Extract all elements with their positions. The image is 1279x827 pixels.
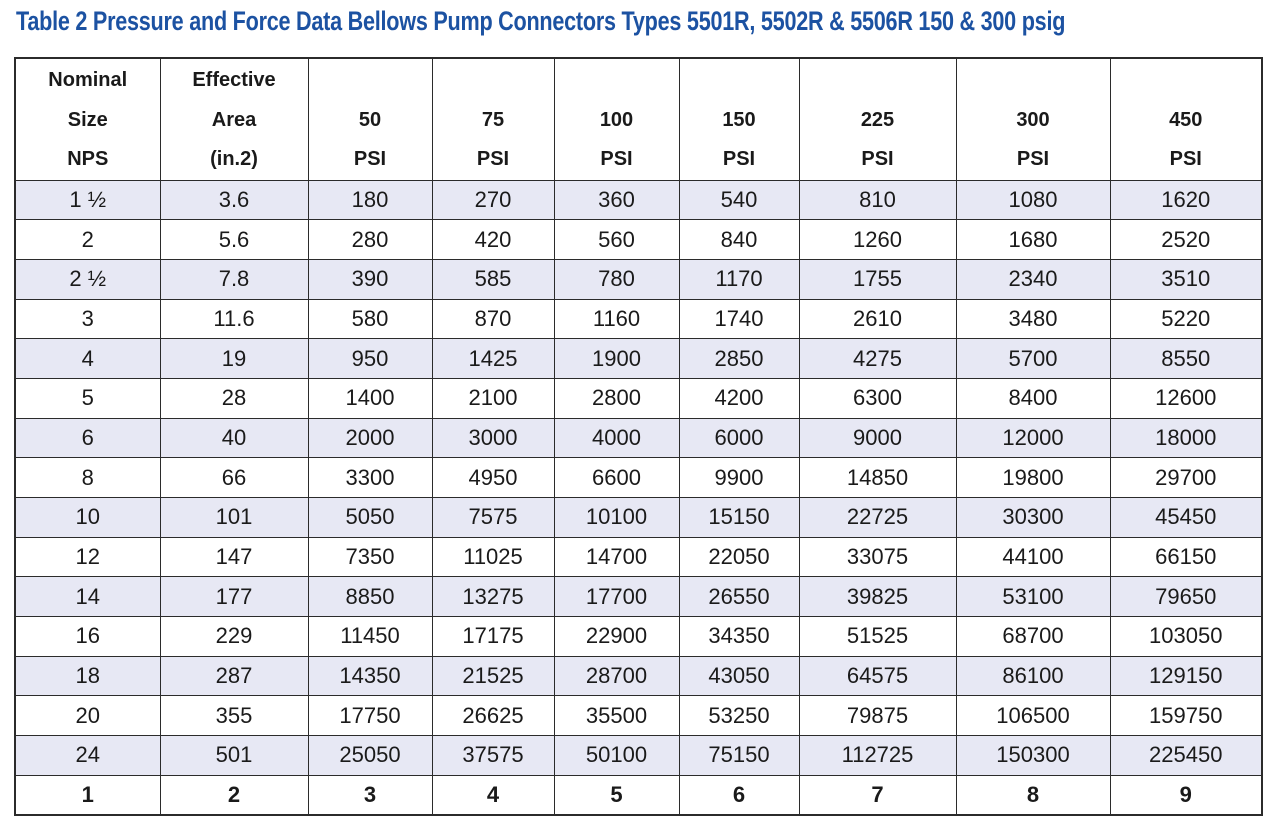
cell-75psi: 26625 xyxy=(432,696,554,736)
cell-50psi: 950 xyxy=(308,339,432,379)
cell-225psi: 64575 xyxy=(799,656,956,696)
cell-area: 28 xyxy=(160,378,308,418)
cell-size: 8 xyxy=(15,458,160,498)
cell-450psi: 66150 xyxy=(1110,537,1262,577)
cell-75psi: 17175 xyxy=(432,617,554,657)
header-line xyxy=(1111,61,1262,101)
cell-450psi: 29700 xyxy=(1110,458,1262,498)
cell-size: 4 xyxy=(15,339,160,379)
cell-150psi: 26550 xyxy=(679,577,799,617)
header-line xyxy=(309,61,432,101)
header-line: 75 xyxy=(481,108,505,131)
column-number: 2 xyxy=(160,775,308,815)
table-row xyxy=(15,458,1262,498)
cell-225psi: 4275 xyxy=(799,339,956,379)
cell-area: 101 xyxy=(160,498,308,538)
cell-225psi: 22725 xyxy=(799,498,956,538)
cell-size: 2 xyxy=(15,220,160,260)
cell-50psi: 25050 xyxy=(308,736,432,776)
column-number: 3 xyxy=(308,775,432,815)
cell-450psi: 3510 xyxy=(1110,259,1262,299)
cell-50psi: 390 xyxy=(308,259,432,299)
table-row xyxy=(15,617,1262,657)
column-number-row xyxy=(15,775,1262,815)
cell-size: 6 xyxy=(15,418,160,458)
header-line xyxy=(800,61,956,101)
cell-450psi: 18000 xyxy=(1110,418,1262,458)
cell-150psi: 34350 xyxy=(679,617,799,657)
cell-area: 287 xyxy=(160,656,308,696)
cell-area: 19 xyxy=(160,339,308,379)
cell-50psi: 8850 xyxy=(308,577,432,617)
cell-50psi: 11450 xyxy=(308,617,432,657)
cell-300psi: 2340 xyxy=(956,259,1110,299)
cell-300psi: 53100 xyxy=(956,577,1110,617)
cell-size: 2 ½ xyxy=(15,259,160,299)
cell-area: 66 xyxy=(160,458,308,498)
cell-75psi: 37575 xyxy=(432,736,554,776)
cell-450psi: 8550 xyxy=(1110,339,1262,379)
header-line: 50 xyxy=(358,108,382,131)
column-number: 4 xyxy=(432,775,554,815)
cell-size: 5 xyxy=(15,378,160,418)
table-row xyxy=(15,299,1262,339)
cell-450psi: 2520 xyxy=(1110,220,1262,260)
cell-75psi: 4950 xyxy=(432,458,554,498)
column-number: 7 xyxy=(799,775,956,815)
table-row xyxy=(15,378,1262,418)
cell-50psi: 1400 xyxy=(308,378,432,418)
col-header-100psi xyxy=(554,58,679,180)
cell-450psi: 45450 xyxy=(1110,498,1262,538)
cell-area: 3.6 xyxy=(160,180,308,220)
cell-size: 14 xyxy=(15,577,160,617)
cell-450psi: 12600 xyxy=(1110,378,1262,418)
cell-100psi: 6600 xyxy=(554,458,679,498)
header-line: PSI xyxy=(1016,148,1050,170)
table-row xyxy=(15,498,1262,538)
cell-100psi: 50100 xyxy=(554,736,679,776)
header-line xyxy=(555,61,679,101)
column-number: 9 xyxy=(1110,775,1262,815)
cell-100psi: 360 xyxy=(554,180,679,220)
column-number: 8 xyxy=(956,775,1110,815)
cell-225psi: 14850 xyxy=(799,458,956,498)
pressure-force-table xyxy=(14,57,1263,816)
header-line: 300 xyxy=(1016,108,1050,131)
cell-150psi: 15150 xyxy=(679,498,799,538)
table-row xyxy=(15,537,1262,577)
cell-area: 355 xyxy=(160,696,308,736)
cell-450psi: 1620 xyxy=(1110,180,1262,220)
col-header-75psi xyxy=(432,58,554,180)
cell-150psi: 1740 xyxy=(679,299,799,339)
cell-225psi: 2610 xyxy=(799,299,956,339)
cell-225psi: 33075 xyxy=(799,537,956,577)
cell-225psi: 39825 xyxy=(799,577,956,617)
cell-300psi: 68700 xyxy=(956,617,1110,657)
cell-225psi: 51525 xyxy=(799,617,956,657)
table-row xyxy=(15,180,1262,220)
cell-150psi: 22050 xyxy=(679,537,799,577)
header-line: PSI xyxy=(600,148,633,170)
cell-150psi: 6000 xyxy=(679,418,799,458)
header-line: PSI xyxy=(861,148,894,170)
cell-225psi: 1755 xyxy=(799,259,956,299)
cell-450psi: 129150 xyxy=(1110,656,1262,696)
header-line xyxy=(433,61,554,101)
table-row xyxy=(15,577,1262,617)
header-line: Effective xyxy=(192,69,276,91)
cell-225psi: 9000 xyxy=(799,418,956,458)
cell-75psi: 870 xyxy=(432,299,554,339)
cell-100psi: 28700 xyxy=(554,656,679,696)
cell-300psi: 106500 xyxy=(956,696,1110,736)
col-header-300psi xyxy=(956,58,1110,180)
cell-300psi: 1680 xyxy=(956,220,1110,260)
cell-100psi: 780 xyxy=(554,259,679,299)
header-line: Nominal xyxy=(48,69,128,91)
header-line: 225 xyxy=(860,108,895,131)
cell-100psi: 10100 xyxy=(554,498,679,538)
cell-150psi: 75150 xyxy=(679,736,799,776)
cell-area: 11.6 xyxy=(160,299,308,339)
cell-50psi: 280 xyxy=(308,220,432,260)
cell-150psi: 53250 xyxy=(679,696,799,736)
header-line: 450 xyxy=(1169,108,1203,131)
cell-225psi: 1260 xyxy=(799,220,956,260)
header-line: Area xyxy=(211,108,257,131)
cell-300psi: 12000 xyxy=(956,418,1110,458)
header-line: PSI xyxy=(476,148,510,170)
cell-450psi: 5220 xyxy=(1110,299,1262,339)
cell-150psi: 840 xyxy=(679,220,799,260)
cell-300psi: 3480 xyxy=(956,299,1110,339)
header-line: 150 xyxy=(722,108,756,131)
cell-50psi: 2000 xyxy=(308,418,432,458)
cell-300psi: 150300 xyxy=(956,736,1110,776)
cell-size: 24 xyxy=(15,736,160,776)
header-line: PSI xyxy=(1169,148,1202,170)
cell-450psi: 225450 xyxy=(1110,736,1262,776)
header-line: PSI xyxy=(722,148,756,170)
table-row xyxy=(15,736,1262,776)
header-line xyxy=(680,61,799,101)
cell-size: 3 xyxy=(15,299,160,339)
cell-50psi: 5050 xyxy=(308,498,432,538)
col-header-size xyxy=(15,58,160,180)
cell-300psi: 30300 xyxy=(956,498,1110,538)
cell-150psi: 43050 xyxy=(679,656,799,696)
cell-75psi: 7575 xyxy=(432,498,554,538)
cell-150psi: 1170 xyxy=(679,259,799,299)
cell-50psi: 7350 xyxy=(308,537,432,577)
cell-100psi: 1900 xyxy=(554,339,679,379)
cell-100psi: 560 xyxy=(554,220,679,260)
cell-50psi: 580 xyxy=(308,299,432,339)
cell-300psi: 19800 xyxy=(956,458,1110,498)
cell-50psi: 14350 xyxy=(308,656,432,696)
cell-area: 229 xyxy=(160,617,308,657)
cell-area: 7.8 xyxy=(160,259,308,299)
column-number: 1 xyxy=(15,775,160,815)
header-line: (in.2) xyxy=(210,148,258,170)
table-title: Table 2 Pressure and Force Data Bellows Pump Connectors Types 5501R, 5502R & 5506R 150 & 300 psig xyxy=(16,6,1066,36)
cell-size: 10 xyxy=(15,498,160,538)
cell-75psi: 270 xyxy=(432,180,554,220)
cell-100psi: 4000 xyxy=(554,418,679,458)
cell-area: 501 xyxy=(160,736,308,776)
table-row xyxy=(15,259,1262,299)
cell-100psi: 22900 xyxy=(554,617,679,657)
cell-size: 1 ½ xyxy=(15,180,160,220)
col-header-150psi xyxy=(679,58,799,180)
cell-75psi: 420 xyxy=(432,220,554,260)
column-number: 6 xyxy=(679,775,799,815)
cell-75psi: 13275 xyxy=(432,577,554,617)
cell-area: 177 xyxy=(160,577,308,617)
cell-450psi: 103050 xyxy=(1110,617,1262,657)
cell-100psi: 17700 xyxy=(554,577,679,617)
cell-100psi: 2800 xyxy=(554,378,679,418)
cell-area: 5.6 xyxy=(160,220,308,260)
cell-75psi: 21525 xyxy=(432,656,554,696)
cell-225psi: 6300 xyxy=(799,378,956,418)
cell-size: 12 xyxy=(15,537,160,577)
table-row xyxy=(15,656,1262,696)
cell-300psi: 1080 xyxy=(956,180,1110,220)
table-row xyxy=(15,418,1262,458)
column-number: 5 xyxy=(554,775,679,815)
cell-50psi: 3300 xyxy=(308,458,432,498)
col-header-450psi xyxy=(1110,58,1262,180)
cell-150psi: 2850 xyxy=(679,339,799,379)
cell-100psi: 14700 xyxy=(554,537,679,577)
cell-150psi: 9900 xyxy=(679,458,799,498)
cell-225psi: 810 xyxy=(799,180,956,220)
header-row xyxy=(15,58,1262,180)
cell-size: 20 xyxy=(15,696,160,736)
cell-size: 16 xyxy=(15,617,160,657)
cell-75psi: 1425 xyxy=(432,339,554,379)
cell-225psi: 112725 xyxy=(799,736,956,776)
cell-450psi: 79650 xyxy=(1110,577,1262,617)
header-line: Size xyxy=(67,108,108,131)
cell-100psi: 35500 xyxy=(554,696,679,736)
cell-450psi: 159750 xyxy=(1110,696,1262,736)
cell-300psi: 8400 xyxy=(956,378,1110,418)
cell-150psi: 540 xyxy=(679,180,799,220)
cell-300psi: 44100 xyxy=(956,537,1110,577)
cell-area: 147 xyxy=(160,537,308,577)
cell-75psi: 11025 xyxy=(432,537,554,577)
table-row xyxy=(15,339,1262,379)
header-line xyxy=(957,61,1110,101)
cell-300psi: 86100 xyxy=(956,656,1110,696)
cell-size: 18 xyxy=(15,656,160,696)
col-header-50psi xyxy=(308,58,432,180)
table-row xyxy=(15,220,1262,260)
cell-75psi: 2100 xyxy=(432,378,554,418)
header-line: NPS xyxy=(67,148,109,170)
header-line: PSI xyxy=(353,148,387,170)
cell-50psi: 17750 xyxy=(308,696,432,736)
cell-300psi: 5700 xyxy=(956,339,1110,379)
cell-150psi: 4200 xyxy=(679,378,799,418)
cell-225psi: 79875 xyxy=(799,696,956,736)
cell-area: 40 xyxy=(160,418,308,458)
cell-50psi: 180 xyxy=(308,180,432,220)
col-header-area xyxy=(160,58,308,180)
col-header-225psi xyxy=(799,58,956,180)
cell-100psi: 1160 xyxy=(554,299,679,339)
header-line: 100 xyxy=(599,108,634,131)
table-row xyxy=(15,696,1262,736)
cell-75psi: 3000 xyxy=(432,418,554,458)
cell-75psi: 585 xyxy=(432,259,554,299)
